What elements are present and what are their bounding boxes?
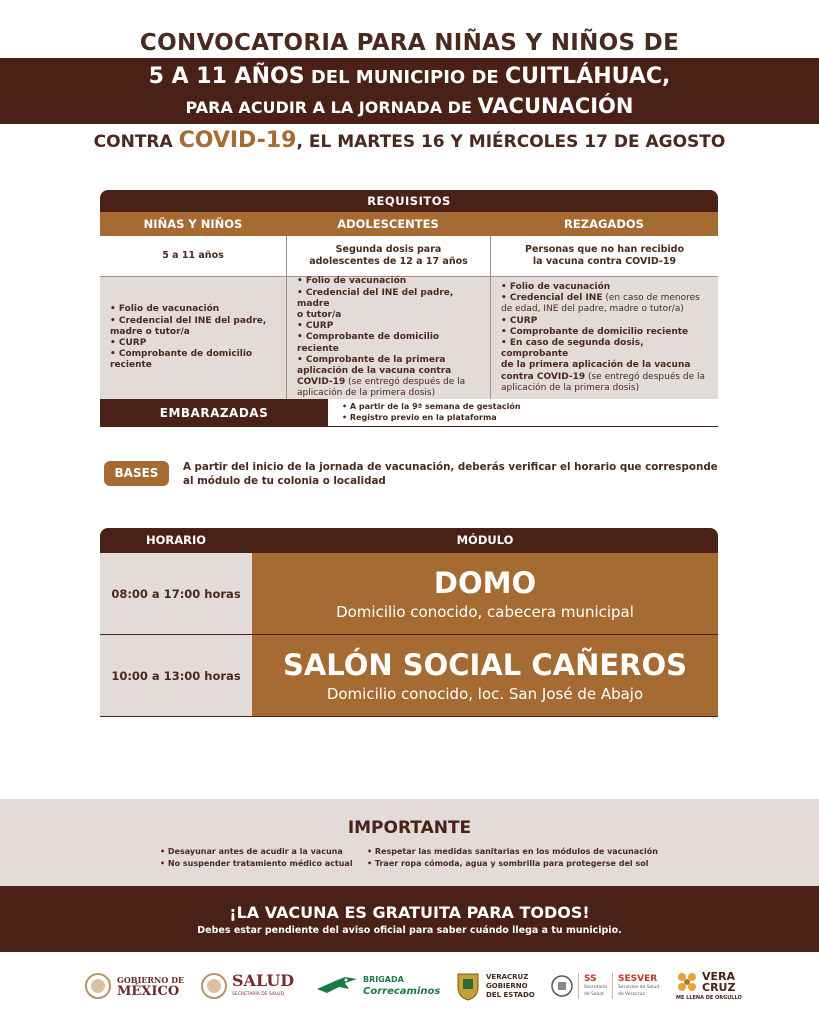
- bases-text: A partir del inicio de la jornada de vacunación, deberás verificar el horario que corresponde al módulo de tu colonia o localidad: [183, 461, 718, 487]
- bases-badge: BASES: [104, 461, 169, 486]
- header-line-3: [0, 94, 819, 118]
- logo-text: GOBIERNO: [486, 981, 528, 990]
- table-row: [100, 635, 718, 717]
- importante-right: [367, 846, 658, 870]
- logo-strip: [0, 962, 819, 1012]
- importante-title: IMPORTANTE: [347, 818, 472, 838]
- module-address: Domicilio conocido, loc. San José de Abajo: [326, 684, 644, 703]
- age-rezagados: Personas que no han recibido la vacuna contra COVID-19: [490, 236, 718, 276]
- list-item: • A partir de la 9ª semana de gestación: [342, 402, 521, 411]
- importante-left: [160, 846, 353, 870]
- schedule-header: [100, 528, 718, 553]
- schedule-time: 10:00 a 13:00 horas: [100, 635, 252, 716]
- col-modulo: MÓDULO: [456, 533, 514, 547]
- logo-text: SESVER: [618, 974, 658, 984]
- age-range: 5 A 11 AÑOS: [148, 64, 305, 89]
- requirements-age-row: [100, 236, 718, 277]
- municipio-name: CUITLÁHUAC,: [504, 64, 671, 89]
- requirements-columns: [100, 212, 718, 236]
- sesver-logo: [551, 962, 659, 1010]
- list-item: • Respetar las medidas sanitarias en los módulos de vacunación: [367, 847, 658, 856]
- flower-pattern-icon: [676, 971, 698, 993]
- list-item: • Folio de vacunación: [297, 276, 407, 287]
- list-item: • Desayunar antes de acudir a la vacuna: [160, 847, 343, 856]
- col-adolescentes: ADOLESCENTES: [337, 217, 439, 231]
- veracruz-orgullo-logo: [676, 962, 742, 1010]
- vacunacion-label: VACUNACIÓN: [477, 94, 634, 118]
- schedule-module: [252, 553, 718, 634]
- header-line-4: [0, 128, 819, 153]
- logo-text: de Veracruz: [618, 992, 645, 997]
- embarazadas-list: [328, 399, 521, 426]
- logo-text: SECRETARÍA DE SALUD: [232, 992, 285, 997]
- logo-text: Secretaría: [584, 985, 607, 990]
- col-rezagados: REZAGADOS: [564, 217, 644, 231]
- list-item: • Comprobante de domicilio reciente: [501, 326, 689, 337]
- logo-text: de Salud: [584, 992, 604, 997]
- veracruz-gobierno-logo: [455, 962, 535, 1010]
- table-row: [100, 553, 718, 635]
- gratis-title: ¡LA VACUNA ES GRATUITA PARA TODOS!: [229, 903, 590, 922]
- header-line-1: CONVOCATORIA PARA NIÑAS Y NIÑOS DE: [139, 30, 680, 56]
- embarazadas-label: EMBARAZADAS: [100, 399, 328, 426]
- list-item: • Folio de vacunación: [501, 281, 611, 292]
- module-address: Domicilio conocido, cabecera municipal: [336, 602, 634, 621]
- dates-label: , EL MARTES 16 Y MIÉRCOLES 17 DE AGOSTO: [296, 132, 726, 152]
- jornada-label: PARA ACUDIR A LA JORNADA DE: [185, 98, 472, 117]
- item-note: (se entregó después de la aplicación de la primera dosis): [297, 377, 466, 399]
- requirements-table: [100, 190, 718, 427]
- list-item: • Credencial del INE del padre, madre o tutor/a: [297, 287, 454, 320]
- item-bold: • Comprobante de la primera aplicación de la vacuna contra COVID-19: [297, 354, 452, 388]
- age-adolescentes: Segunda dosis para adolescentes de 12 a 17 años: [286, 236, 490, 276]
- municipio-label: DEL MUNICIPIO DE: [310, 67, 499, 88]
- list-item: • Folio de vacunación: [110, 304, 220, 315]
- logo-text: Correcaminos: [363, 986, 441, 997]
- schedule-time: 08:00 a 17:00 horas: [100, 553, 252, 634]
- logo-text: GOBIERNO DE: [117, 975, 185, 985]
- eagle-seal-icon: [84, 972, 112, 1000]
- logo-text: DEL ESTADO: [486, 990, 535, 999]
- logo-divider: [612, 973, 613, 999]
- logo-text: MÉXICO: [117, 984, 180, 999]
- item-note: (en caso de menores de edad, INE del padre, madre o tutor/a): [501, 293, 700, 315]
- list-item: [501, 293, 708, 315]
- list-item: [501, 338, 708, 394]
- list-item: • Comprobante de domicilio reciente: [297, 332, 440, 354]
- logo-text: SALUD: [232, 971, 295, 990]
- requirements-docs-row: [100, 277, 718, 399]
- logo-text: CRUZ: [702, 981, 736, 994]
- embarazadas-row: [100, 399, 718, 427]
- gratis-subtitle: Debes estar pendiente del aviso oficial para saber cuándo llega a tu municipio.: [197, 925, 622, 936]
- gobierno-mexico-logo: [84, 962, 184, 1010]
- logo-text: BRIGADA: [363, 975, 404, 984]
- logo-text: VERA: [702, 970, 736, 983]
- list-item: • CURP: [297, 321, 334, 332]
- schedule-module: [252, 635, 718, 716]
- docs-ninos: [100, 277, 286, 399]
- docs-adolescentes: [286, 277, 490, 399]
- logo-divider: [578, 973, 579, 999]
- age-ninos: 5 a 11 años: [162, 250, 224, 261]
- list-item: • Credencial del INE del padre, madre o tutor/a: [110, 315, 267, 337]
- salud-logo: [200, 962, 294, 1010]
- contra-label: CONTRA: [93, 132, 173, 152]
- roadrunner-icon: [315, 973, 359, 999]
- col-ninos: NIÑAS Y NIÑOS: [143, 217, 243, 231]
- brigada-logo: [315, 962, 440, 1010]
- col-horario: HORARIO: [145, 533, 207, 547]
- item-note: (se entregó después de la aplicación de la primera dosis): [501, 371, 706, 393]
- list-item: • CURP: [110, 338, 147, 348]
- list-item: [297, 355, 480, 400]
- module-name: SALÓN SOCIAL CAÑEROS: [282, 647, 688, 682]
- requirements-title: REQUISITOS: [100, 190, 718, 212]
- covid-label: COVID-19: [178, 128, 297, 153]
- eagle-seal-icon: [200, 972, 228, 1000]
- list-item: • CURP: [501, 315, 538, 326]
- item-bold: • En caso de segunda dosis, comprobante de la primera aplicación de la vacuna contra COVID-19: [501, 338, 691, 382]
- logo-text: SS: [584, 974, 597, 984]
- list-item: • No suspender tratamiento médico actual: [160, 859, 353, 868]
- importante-band: [0, 799, 819, 886]
- state-seal-icon: [551, 973, 573, 999]
- docs-rezagados: [490, 277, 718, 399]
- list-item: • Traer ropa cómoda, agua y sombrilla para protegerse del sol: [367, 859, 649, 868]
- logo-text: VERACRUZ: [486, 972, 529, 981]
- list-item: • Registro previo en la plataforma: [342, 412, 497, 422]
- item-bold: • Credencial del INE: [501, 293, 603, 304]
- veracruz-shield-icon: [455, 971, 481, 1001]
- module-name: DOMO: [433, 565, 537, 600]
- schedule-table: [100, 528, 718, 717]
- logo-text: ME LLENA DE ORGULLO: [676, 995, 742, 1001]
- header-line-2: [0, 64, 819, 89]
- logo-text: Servicios de Salud: [618, 985, 660, 990]
- list-item: • Comprobante de domicilio reciente: [110, 349, 253, 371]
